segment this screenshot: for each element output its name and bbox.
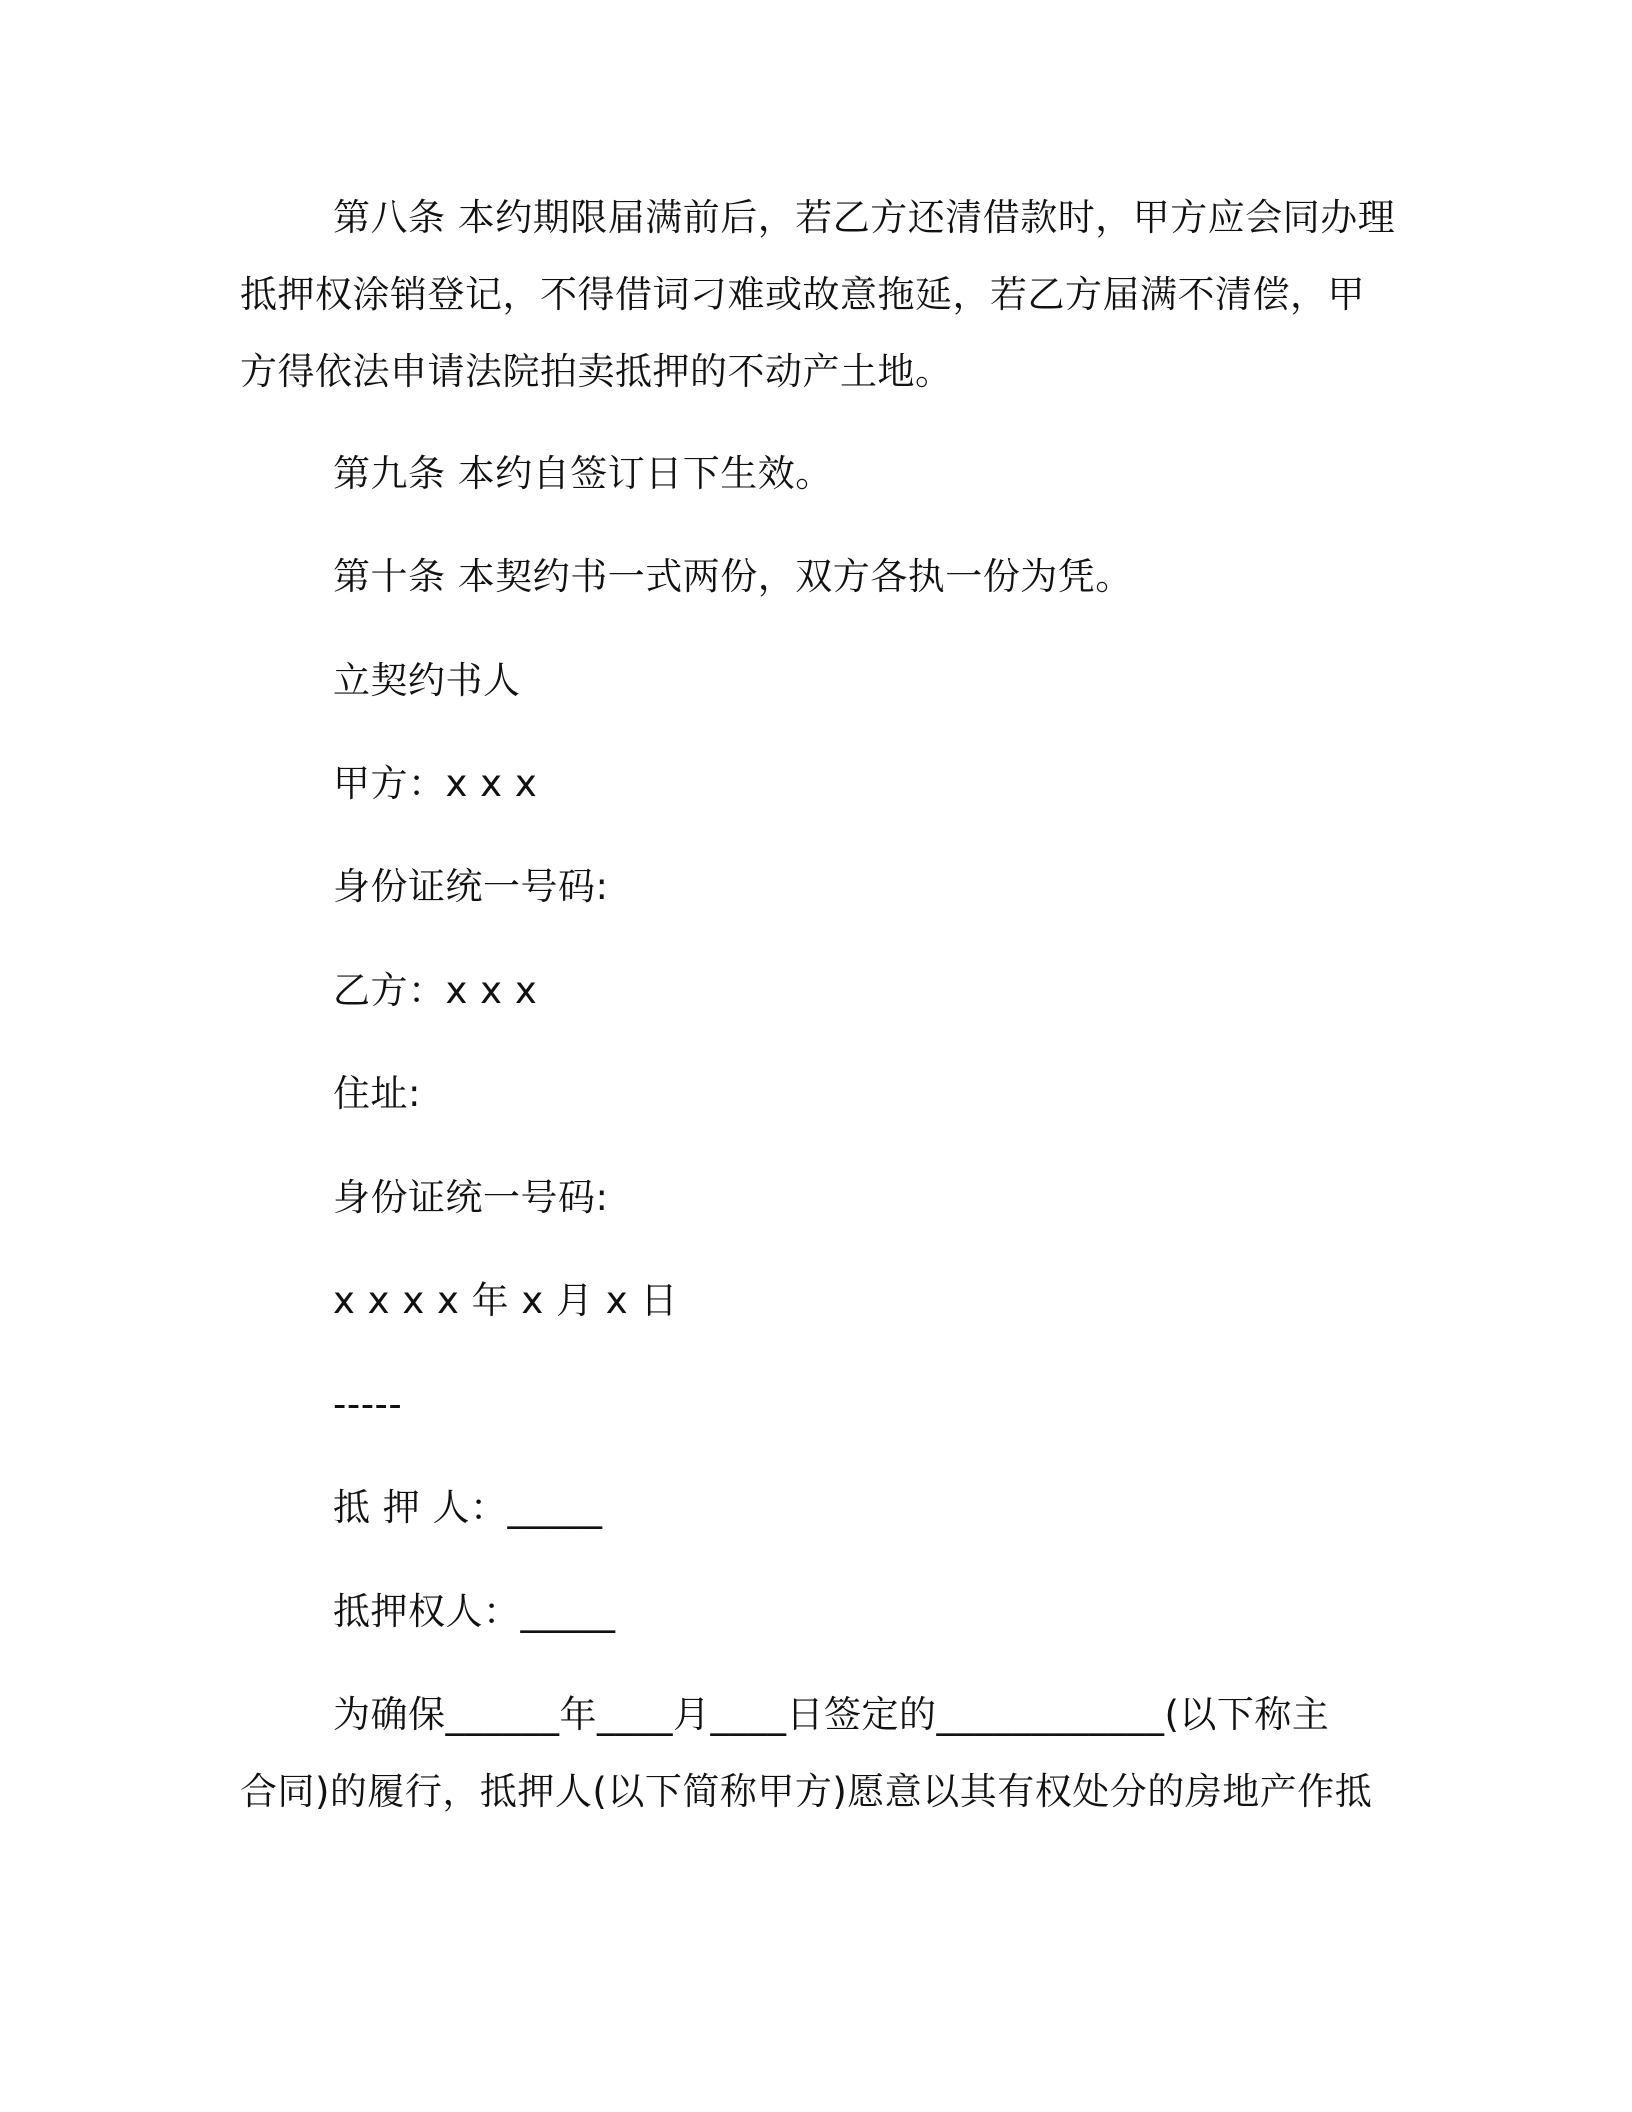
party-b-id: 身份证统一号码: xyxy=(333,1176,609,1219)
article-8-line-2: 抵押权涂销登记，不得借词刁难或故意拖延，若乙方届满不清偿，甲 xyxy=(240,273,1365,316)
intro-line-1: 为确保______年____月____日签定的____________(以下称主 xyxy=(333,1693,1330,1736)
signatories-heading: 立契约书人 xyxy=(333,659,521,702)
article-8-line-3: 方得依法申请法院拍卖抵押的不动产土地。 xyxy=(240,350,953,393)
separator: ----- xyxy=(333,1383,403,1426)
article-8-line-1: 第八条 本约期限届满前后，若乙方还清借款时，甲方应会同办理 xyxy=(333,196,1396,239)
party-b-address: 住址: xyxy=(333,1072,421,1115)
party-b: 乙方：x x x xyxy=(333,969,538,1012)
mortgagee-line: 抵押权人：_____ xyxy=(333,1590,616,1633)
intro-line-2: 合同)的履行，抵押人(以下简称甲方)愿意以其有权处分的房地产作抵 xyxy=(240,1770,1373,1813)
party-a: 甲方：x x x xyxy=(333,762,538,805)
signing-date: x x x x 年 x 月 x 日 xyxy=(333,1279,678,1322)
party-a-id: 身份证统一号码: xyxy=(333,865,609,908)
article-10: 第十条 本契约书一式两份，双方各执一份为凭。 xyxy=(333,555,1133,598)
article-9: 第九条 本约自签订日下生效。 xyxy=(333,452,833,495)
mortgagor-line: 抵 押 人：_____ xyxy=(333,1486,603,1529)
